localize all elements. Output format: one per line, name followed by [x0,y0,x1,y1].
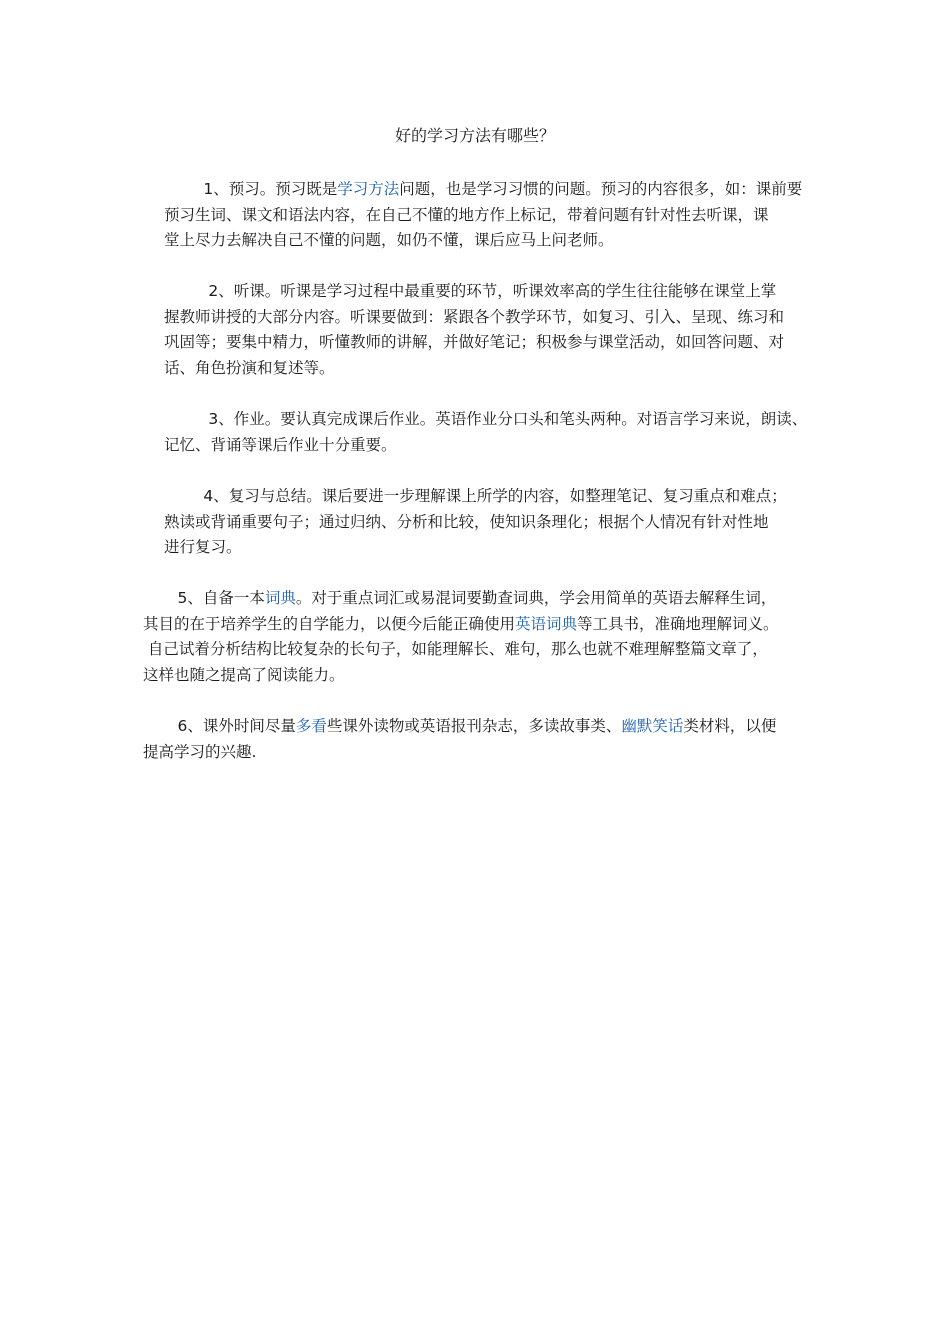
text-line [143,612,823,638]
paragraph-review [164,484,824,561]
text-line [164,433,824,459]
text-line [164,305,824,331]
text-line [164,177,824,203]
inline-link[interactable]: 英语词典 [515,614,578,633]
text-line [164,330,824,356]
text-line [143,637,823,663]
text-segment: 类材料，以便 [683,717,777,735]
text-line [143,663,823,689]
text-segment: 4、复习与总结。课后要进一步理解课上所学的内容，如整理笔记、复习重点和难点； [164,487,787,505]
text-segment: 等工具书，准确地理解词义。 [577,614,779,633]
text-segment: 预习生词、课文和语法内容，在自己不懂的地方作上标记，带着问题有针对性去听课，课 [164,205,769,224]
text-segment: 些课外读物或英语报刊杂志，多读故事类、 [326,717,622,735]
text-segment: 自己试着分析结构比较复杂的长句子，如能理解长、难句，那么也就不难理解整篇文章了， [143,640,768,658]
text-segment: 1、预习。预习既是 [164,180,338,198]
text-line [143,740,823,766]
paragraph-preview [164,177,824,254]
text-segment: 记忆、背诵等课后作业十分重要。 [164,435,397,454]
inline-link[interactable]: 学习方法 [337,180,400,198]
text-segment: 进行复习。 [164,538,242,556]
text-line [143,586,823,612]
text-segment: 3、作业。要认真完成课后作业。英语作业分口头和笔头两种。对语言学习来说，朗读、 [164,410,808,428]
text-segment: 提高学习的兴趣. [143,742,257,761]
paragraph-homework [164,407,824,458]
inline-link[interactable]: 多看 [295,717,327,735]
text-segment: 巩固等；要集中精力，听懂教师的讲解，并做好笔记；积极参与课堂活动，如回答问题、对 [164,333,785,351]
text-segment: 。对于重点词汇或易混词要勤查词典，学会用简单的英语去解释生词， [295,589,777,607]
text-line [164,510,824,536]
text-segment: 其目的在于培养学生的自学能力，以便今后能正确使用 [143,614,516,633]
text-segment: 堂上尽力去解决自己不懂的问题，如仍不懂，课后应马上问老师。 [164,231,614,249]
text-segment: 握教师讲授的大部分内容。听课要做到：紧跟各个教学环节，如复习、引入、呈现、练习和 [164,307,785,326]
text-line [164,407,824,433]
document-title: 好的学习方法有哪些？ [394,126,555,145]
text-line [164,535,824,561]
inline-link[interactable]: 幽默笑话 [621,717,684,735]
text-line [164,279,824,305]
text-line [164,356,824,382]
inline-link[interactable]: 词典 [264,589,296,607]
text-segment: 5、自备一本 [143,589,265,607]
text-segment: 问题，也是学习习惯的问题。预习的内容很多，如：课前要 [399,180,803,198]
text-line [164,484,824,510]
text-segment: 熟读或背诵重要句子；通过归纳、分析和比较，使知识条理化；根据个人情况有针对性地 [164,512,769,531]
text-line [143,714,823,740]
text-line [164,203,824,229]
text-line [164,228,824,254]
text-segment: 2、听课。听课是学习过程中最重要的环节，听课效率高的学生往往能够在课堂上掌 [164,282,777,300]
text-segment: 话、角色扮演和复述等。 [164,358,335,377]
paragraph-dictionary [143,586,823,688]
text-segment: 这样也随之提高了阅读能力。 [143,665,345,684]
paragraph-extra-reading [143,714,823,765]
text-segment: 6、课外时间尽量 [143,717,296,735]
paragraph-listening [164,279,824,381]
